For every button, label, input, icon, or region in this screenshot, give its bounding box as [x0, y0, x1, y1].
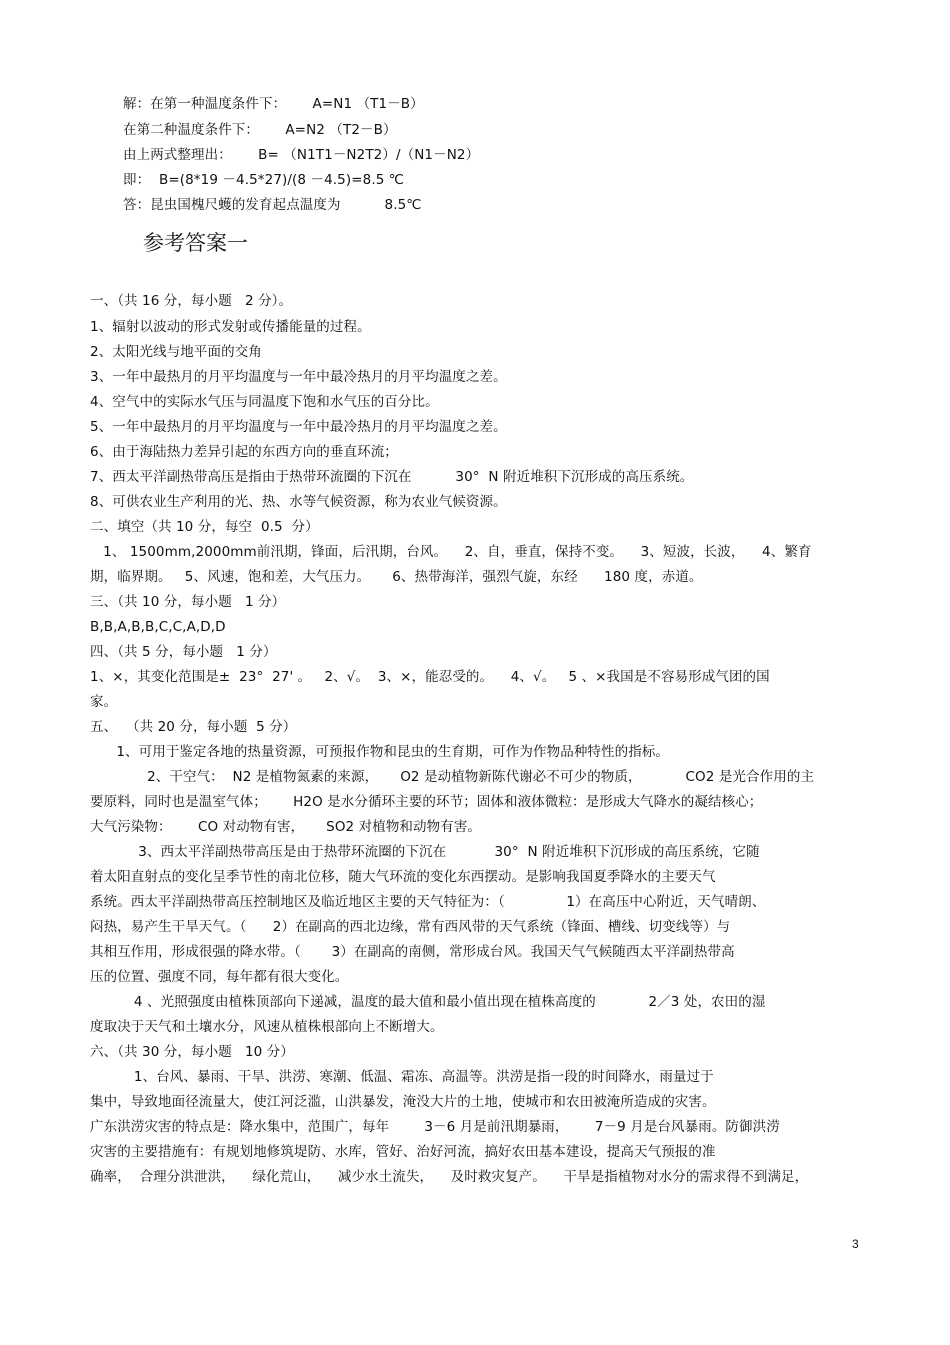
answer-line: 着太阳直射点的变化呈季节性的南北位移，随大气环流的变化东西摆动。是影响我国夏季降水的主要天气	[90, 869, 716, 885]
solution-line-4: 即： B=(8*19 －4.5*27)/(8 －4.5)=8.5 ℃	[123, 172, 405, 188]
answer-line: 二、填空（共 10 分，每空 0.5 分）	[90, 519, 319, 535]
answer-line: 家。	[90, 694, 118, 710]
answer-line: 2、干空气： N2 是植物氮素的来源， O2 是动植物新陈代谢必不可少的物质， CO2 是光合作用的主	[90, 769, 815, 785]
solution-line-2: 在第二种温度条件下： A=N2 （T2－B）	[123, 122, 397, 138]
answer-line: 四、（共 5 分，每小题 1 分）	[90, 644, 277, 660]
answer-line: 8、可供农业生产利用的光、热、水等气候资源，称为农业气候资源。	[90, 494, 507, 510]
answer-line: 三、（共 10 分，每小题 1 分）	[90, 594, 286, 610]
answer-line: 五、 （共 20 分，每小题 5 分）	[90, 719, 297, 735]
answer-line: 1、×，其变化范围是± 23° 27' 。 2、√。 3、×，能忍受的。 4、√。 5 、×我国是不容易形成气团的国	[90, 669, 770, 685]
answer-line: 2、太阳光线与地平面的交角	[90, 344, 262, 360]
answer-line: 1、可用于鉴定各地的热量资源，可预报作物和昆虫的生育期，可作为作物品种特性的指标。	[90, 744, 670, 760]
answer-line: 3、一年中最热月的月平均温度与一年中最冷热月的月平均温度之差。	[90, 369, 507, 385]
answer-line: 集中，导致地面径流量大，使江河泛滥，山洪暴发，淹没大片的土地，使城市和农田被淹所造成的灾害。	[90, 1094, 716, 1110]
answer-line: 系统。西太平洋副热带高压控制地区及临近地区主要的天气特征为：（ 1）在高压中心附近，天气晴朗、	[90, 894, 766, 910]
answer-line: 广东洪涝灾害的特点是：降水集中，范围广，每年 3－6 月是前汛期暴雨， 7－9 月是台风暴雨。防御洪涝	[90, 1119, 780, 1135]
page-number: 3	[852, 1237, 859, 1251]
answer-line: 6、由于海陆热力差异引起的东西方向的垂直环流；	[90, 444, 398, 460]
solution-line-5: 答：昆虫国槐尺蠖的发育起点温度为 8.5℃	[123, 197, 422, 213]
page-title: 参考答案一	[143, 231, 248, 255]
answer-line: 度取决于天气和土壤水分，风速从植株根部向上不断增大。	[90, 1019, 444, 1035]
answer-line: 其相互作用，形成很强的降水带。（ 3）在副高的南侧，常形成台风。我国天气气候随西太平洋副热带高	[90, 944, 735, 960]
answer-line: 7、西太平洋副热带高压是指由于热带环流圈的下沉在 30° N 附近堆积下沉形成的高压系统。	[90, 469, 694, 485]
answer-line: 期，临界期。 5、风速，饱和差，大气压力。 6、热带海洋，强烈气旋，东经 180 度，赤道。	[90, 569, 703, 585]
answer-line: 压的位置、强度不同，每年都有很大变化。	[90, 969, 349, 985]
answer-line: 1、辐射以波动的形式发射或传播能量的过程。	[90, 319, 371, 335]
answer-line: 确率， 合理分洪泄洪， 绿化荒山， 减少水土流失， 及时救灾复产。 干旱是指植物对水分的需求得不到满足，	[90, 1169, 809, 1185]
answer-line: 闷热，易产生干旱天气。（ 2）在副高的西北边缘，常有西风带的天气系统（锋面、槽线、切变线等）与	[90, 919, 731, 935]
solution-line-3: 由上两式整理出： B= （N1T1－N2T2）/（N1－N2）	[123, 147, 480, 163]
answer-line: 4 、光照强度由植株顶部向下递减，温度的最大值和最小值出现在植株高度的 2／3 处，农田的湿	[90, 994, 766, 1010]
answer-line: 5、一年中最热月的月平均温度与一年中最冷热月的月平均温度之差。	[90, 419, 507, 435]
answer-line: 1、 1500mm,2000mm前汛期，锋面，后汛期，台风。 2、自，垂直，保持不变。 3、短波，长波， 4、繁育	[90, 544, 812, 560]
answer-line: 六、（共 30 分，每小题 10 分）	[90, 1044, 294, 1060]
answer-line: 大气污染物： CO 对动物有害， SO2 对植物和动物有害。	[90, 819, 482, 835]
answer-line: 要原料，同时也是温室气体； H2O 是水分循环主要的环节；固体和液体微粒：是形成大气降水的凝结核心；	[90, 794, 763, 810]
answer-line: 3、西太平洋副热带高压是由于热带环流圈的下沉在 30° N 附近堆积下沉形成的高压系统，它随	[90, 844, 760, 860]
solution-line-1: 解：在第一种温度条件下： A=N1 （T1－B）	[123, 96, 424, 112]
answer-line: 1、台风、暴雨、干旱、洪涝、寒潮、低温、霜冻、高温等。洪涝是指一段的时间降水，雨量过于	[90, 1069, 714, 1085]
answer-line: 4、空气中的实际水气压与同温度下饱和水气压的百分比。	[90, 394, 439, 410]
answer-line: 灾害的主要措施有：有规划地修筑堤防、水库，管好、治好河流，搞好农田基本建设，提高天气预报的准	[90, 1144, 716, 1160]
answer-line: 一、（共 16 分，每小题 2 分）。	[90, 293, 293, 309]
answer-line: B,B,A,B,B,C,C,A,D,D	[90, 619, 226, 635]
